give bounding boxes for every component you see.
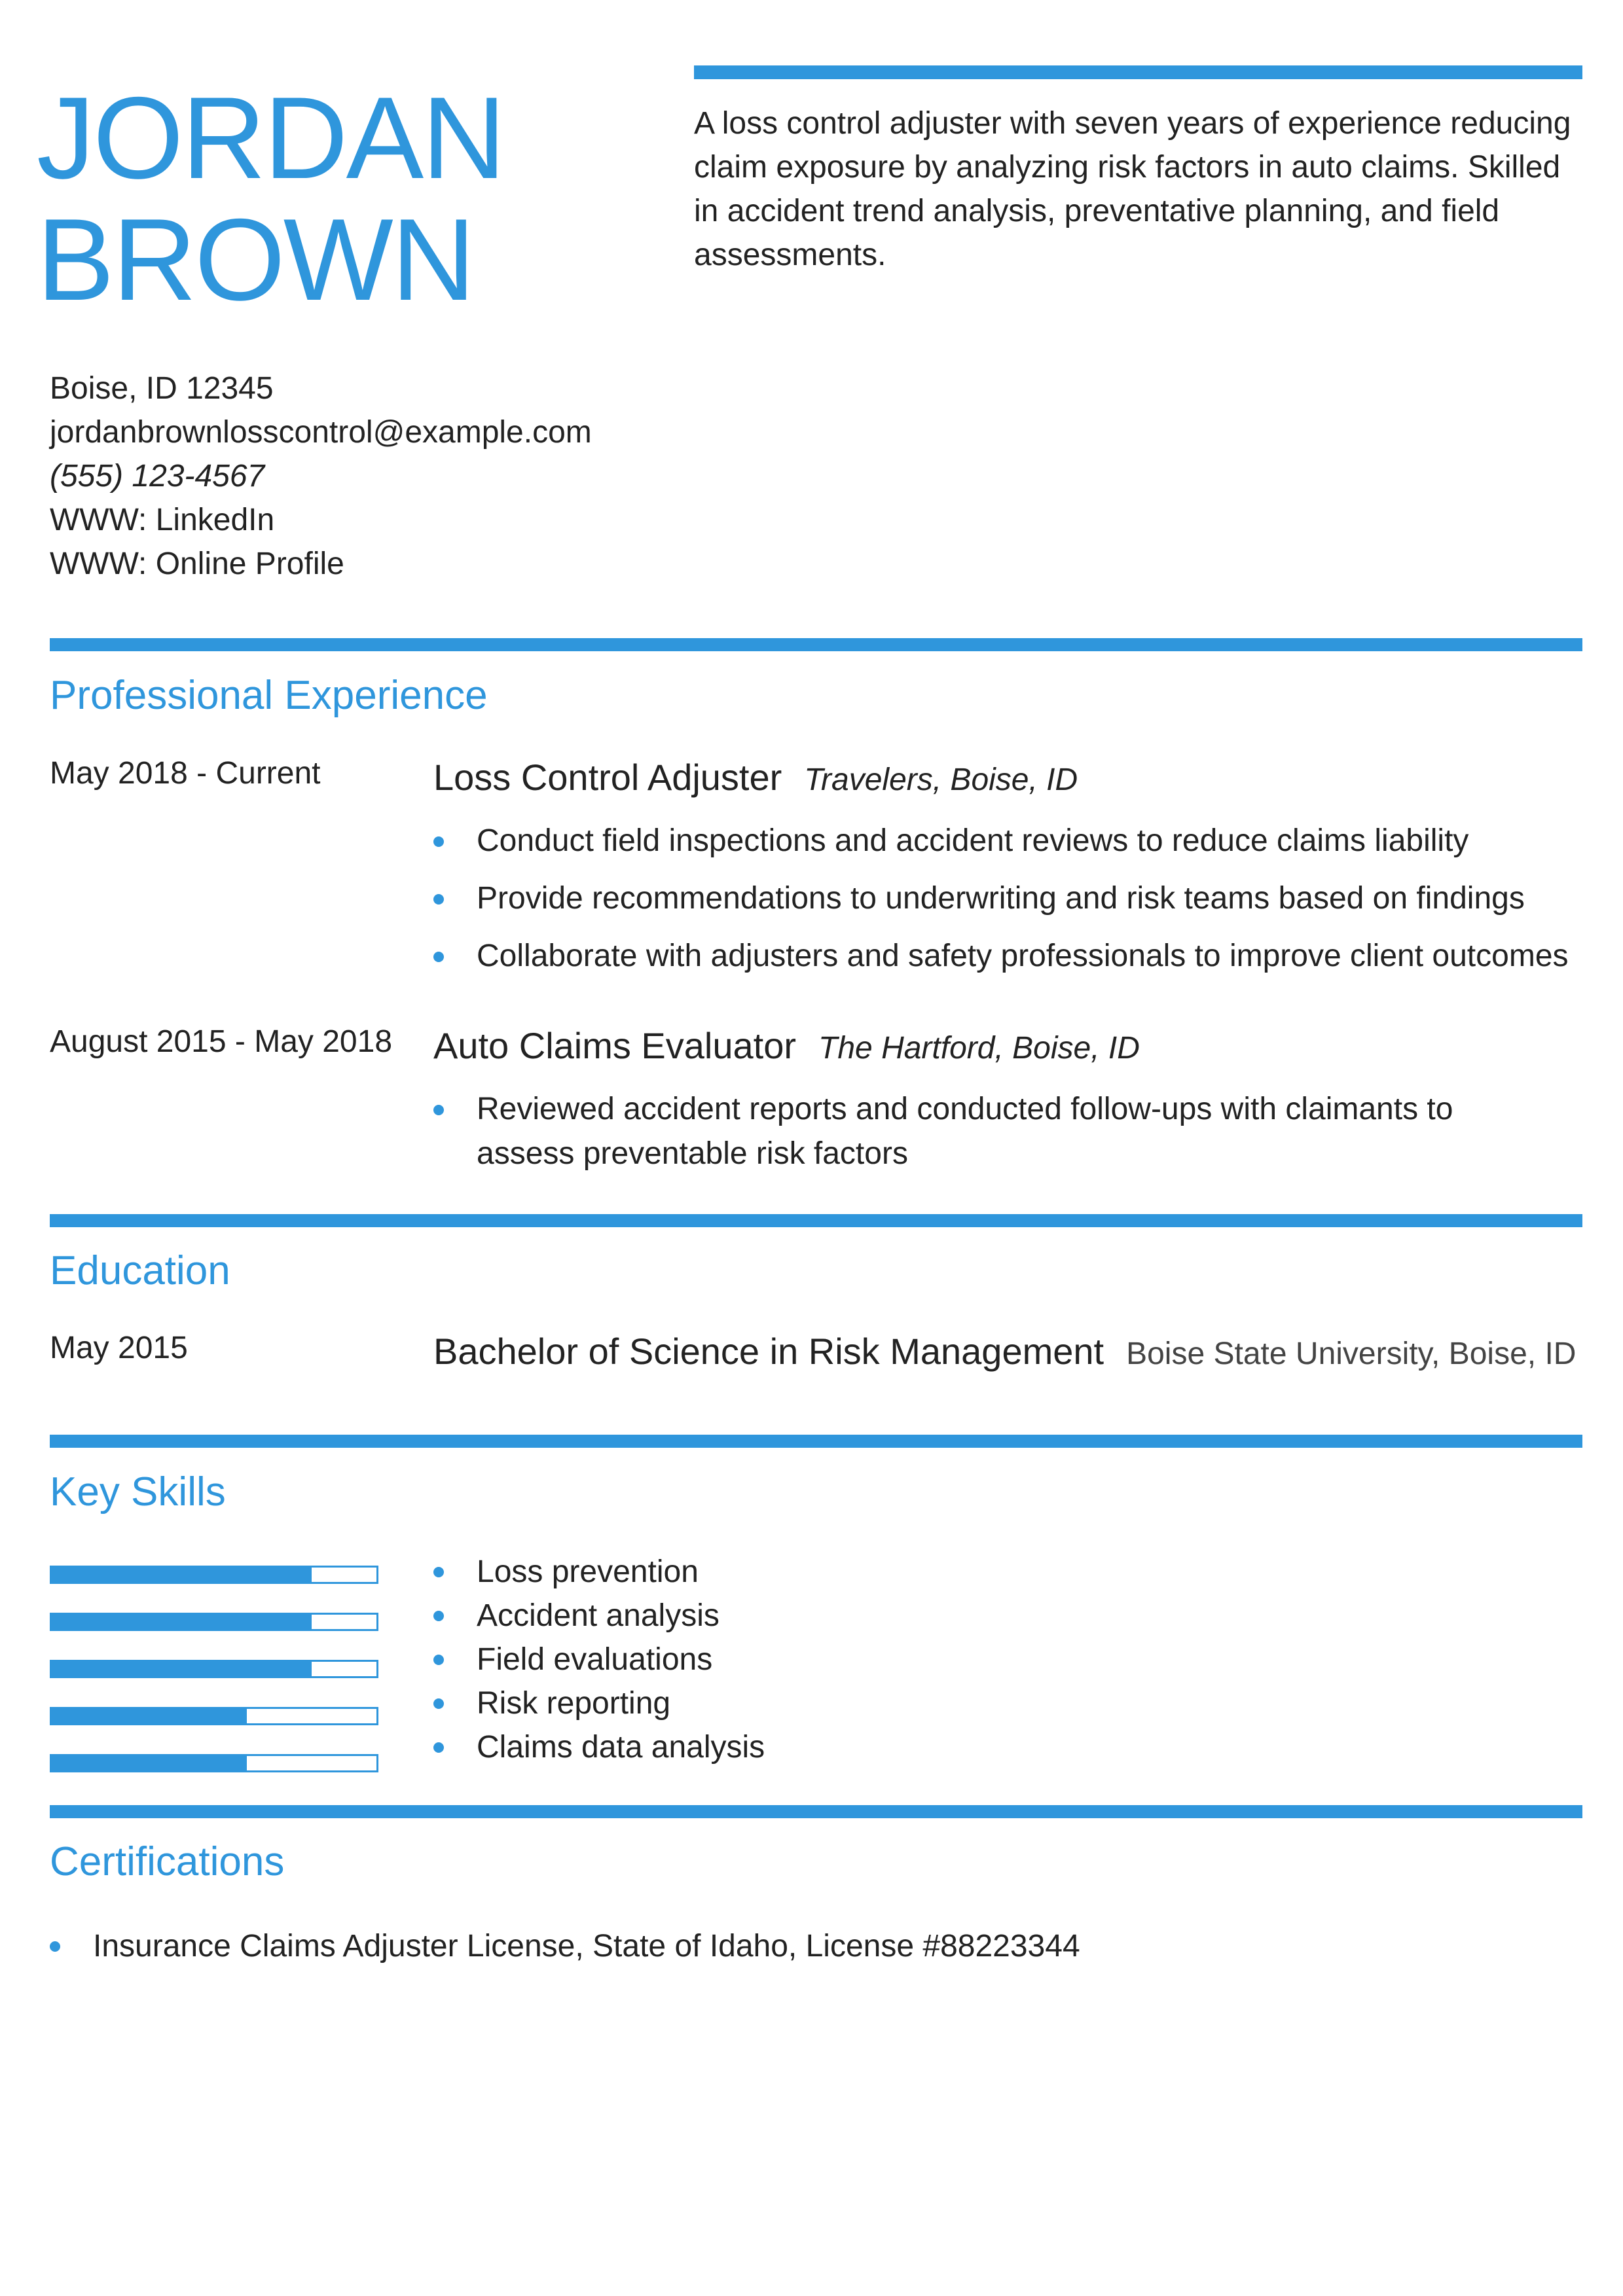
list-item: Reviewed accident reports and conducted follow-ups with claimants to assess preventable risk factors xyxy=(433,1087,1559,1176)
list-item: Risk reporting xyxy=(433,1681,1023,1725)
skill-bar-fill xyxy=(52,1756,247,1770)
job-2-title: Auto Claims Evaluator xyxy=(433,1025,797,1066)
experience-divider xyxy=(50,638,1582,651)
first-name: JORDAN xyxy=(37,73,504,203)
skill-bar xyxy=(50,1613,378,1631)
list-item: Insurance Claims Adjuster License, State of Idaho, License #88223344 xyxy=(50,1924,1556,1968)
job-2-header xyxy=(433,1023,1140,1069)
header-divider xyxy=(694,65,1582,79)
experience-heading: Professional Experience xyxy=(50,673,488,718)
certifications-heading: Certifications xyxy=(50,1839,285,1884)
list-item: Loss prevention xyxy=(433,1550,1023,1594)
skills-heading: Key Skills xyxy=(50,1469,226,1515)
certifications-list xyxy=(50,1924,1556,1968)
skill-bar-fill xyxy=(52,1662,312,1676)
contact-location: Boise, ID 12345 xyxy=(50,371,274,406)
candidate-name xyxy=(37,73,626,325)
job-1-header xyxy=(433,755,1078,800)
skill-bar-fill xyxy=(52,1568,312,1582)
list-item: Field evaluations xyxy=(433,1638,1023,1681)
skill-bar-fill xyxy=(52,1709,247,1723)
skill-bar xyxy=(50,1566,378,1584)
list-item: Claims data analysis xyxy=(433,1725,1023,1769)
list-item: Conduct field inspections and accident reviews to reduce claims liability xyxy=(433,819,1586,863)
skills-list xyxy=(433,1550,1023,1769)
skill-bar-fill xyxy=(52,1615,312,1629)
skill-bars xyxy=(50,1566,377,1801)
education-heading: Education xyxy=(50,1248,230,1293)
education-divider xyxy=(50,1214,1582,1227)
job-1-company: Travelers, Boise, ID xyxy=(804,762,1078,797)
summary-text: A loss control adjuster with seven years of experience reducing claim exposure by analyzing risk factors in auto claims. Skilled in accident trend analysis, preventative planning, and field assessments. xyxy=(694,106,1571,272)
skill-bar xyxy=(50,1707,378,1725)
skill-bar xyxy=(50,1754,378,1772)
education-degree: Bachelor of Science in Risk Management xyxy=(433,1331,1104,1372)
skill-bar xyxy=(50,1660,378,1678)
certifications-divider xyxy=(50,1805,1582,1818)
education-school: Boise State University, Boise, ID xyxy=(1126,1336,1577,1371)
contact-email[interactable]: jordanbrownlosscontrol@example.com xyxy=(50,415,592,450)
last-name: BROWN xyxy=(37,194,474,325)
list-item: Provide recommendations to underwriting and risk teams based on findings xyxy=(433,876,1586,921)
job-2-company: The Hartford, Boise, ID xyxy=(818,1031,1140,1066)
education-date: May 2015 xyxy=(50,1331,188,1365)
job-1-dates: May 2018 - Current xyxy=(50,756,321,791)
job-1-bullets xyxy=(433,819,1586,992)
education-header xyxy=(433,1329,1576,1374)
contact-linkedin-link[interactable]: WWW: LinkedIn xyxy=(50,503,275,537)
list-item: Accident analysis xyxy=(433,1594,1023,1638)
job-2-dates: August 2015 - May 2018 xyxy=(50,1024,393,1059)
contact-phone: (555) 123-4567 xyxy=(50,459,265,493)
job-1-title: Loss Control Adjuster xyxy=(433,757,782,798)
contact-profile-link[interactable]: WWW: Online Profile xyxy=(50,547,344,581)
job-2-bullets xyxy=(433,1087,1559,1189)
contact-block xyxy=(50,367,704,586)
skills-divider xyxy=(50,1435,1582,1448)
list-item: Collaborate with adjusters and safety professionals to improve client outcomes xyxy=(433,934,1586,978)
